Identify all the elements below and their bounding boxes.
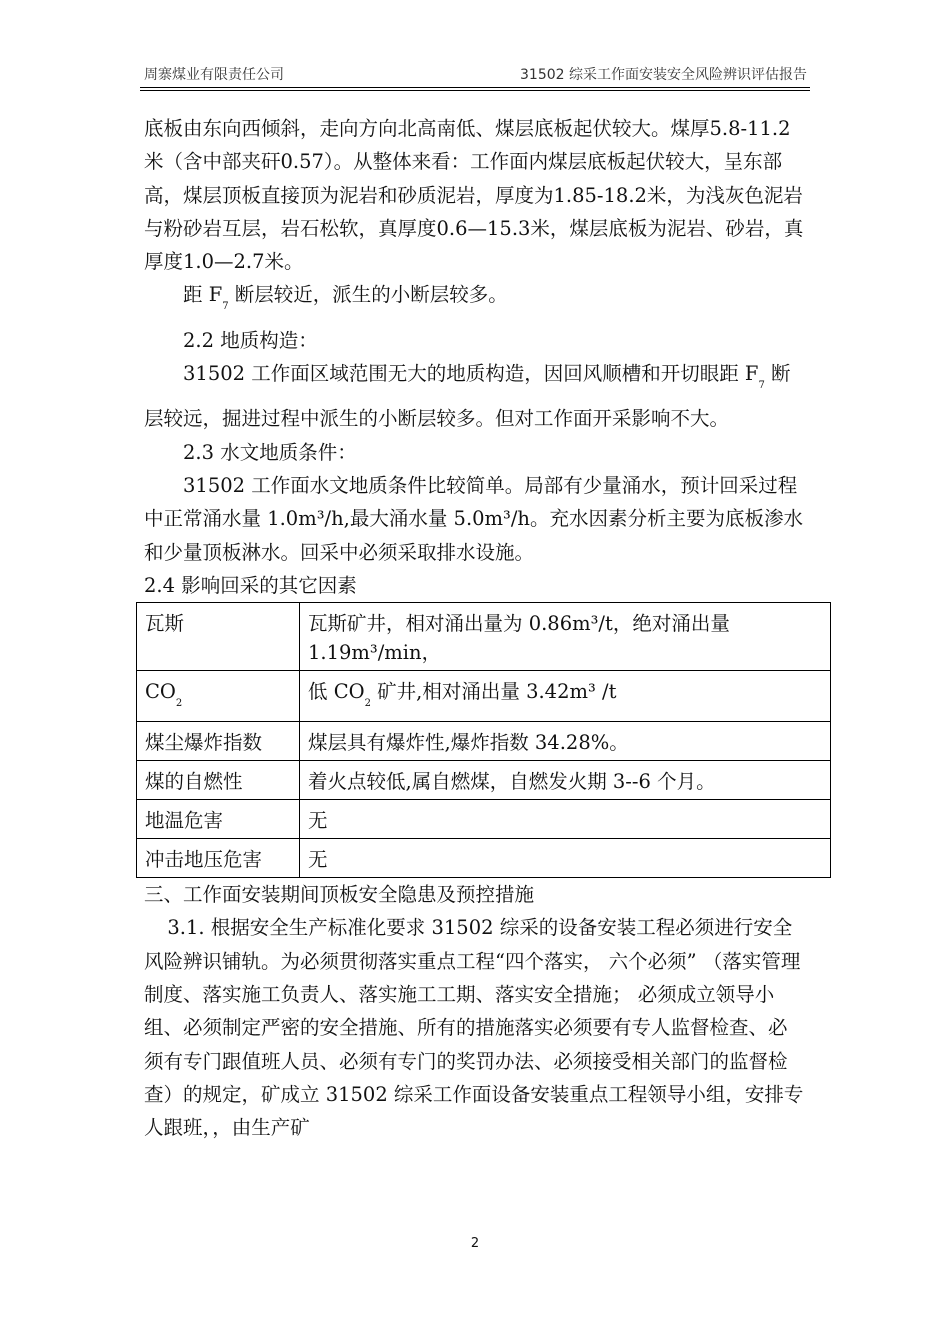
header-rule: [140, 87, 810, 88]
structure-text-a: 31502 工作面区域范围无大的地质构造，因回风顺槽和开切眼距 F: [183, 362, 759, 386]
table-cell-value: 无: [300, 800, 831, 839]
header-rule-secondary: [140, 90, 810, 91]
table-cell-value: 瓦斯矿井，相对涌出量为 0.86m³/t，绝对涌出量 1.19m³/min，: [300, 603, 831, 671]
paragraph-structure: [144, 357, 804, 436]
paragraph-3-1: 3.1. 根据安全生产标准化要求 31502 综采的设备安装工程必须进行安全风险辨识铺轨。为必须贯彻落实重点工程“四个落实， 六个必须” （落实管理制度、落实施工负责人、落实施工工期、落实安全措施； 必须成立领导小组、必须制定严密的安全措施、所有的措施落实必须要有专人监督检查、必须有专门跟值班人员、必须有专门的奖罚办法、必须接受相关部门的监督检查）的规定，矿成立 31502 综采工作面设备安装重点工程领导小组，安排专人跟班，，由生产矿: [144, 916, 804, 1140]
table-cell-key: 冲击地压危害: [137, 839, 300, 878]
header-company: 周寨煤业有限责任公司: [144, 67, 284, 83]
table-cell-value: 着火点较低,属自燃煤，自燃发火期 3--6 个月。: [300, 761, 831, 800]
fault-subscript: 7: [222, 301, 229, 313]
co2-subscript: 2: [175, 698, 183, 710]
structure-subscript: 7: [758, 380, 765, 392]
co2-value-a: 低 CO: [308, 680, 365, 704]
table-row: [137, 722, 831, 761]
co2-value-subscript: 2: [364, 698, 371, 710]
co2-value-b: 矿井,相对涌出量 3.42m³ /t: [370, 680, 617, 704]
table-row: [137, 800, 831, 839]
table-row: [137, 839, 831, 878]
paragraph-fault-distance: [144, 278, 804, 323]
fault-text-b: 断层较近，派生的小断层较多。: [228, 283, 508, 307]
structure-text-b: 断层较远，掘进过程中派生的小断层较多。但对工作面开采影响不大。: [144, 362, 791, 431]
section-3-heading: 三、工作面安装期间顶板安全隐患及预控措施: [144, 883, 535, 907]
page-number: 2: [470, 1236, 480, 1251]
table-cell-key: [137, 671, 300, 722]
table-row: [137, 761, 831, 800]
paragraph-geology-floor: 底板由东向西倾斜，走向方向北高南低、煤层底板起伏较大。煤厚5.8-11.2米（含中部夹矸0.57）。从整体来看：工作面内煤层底板起伏较大，呈东部高，煤层顶板直接顶为泥岩和砂质泥岩，厚度为1.85-18.2米，为浅灰色泥岩与粉砂岩互层，岩石松软，真厚度0.6—15.3米，煤层底板为泥岩、砂岩，真厚度1.0—2.7米。: [144, 117, 804, 274]
page-content: [144, 112, 804, 1145]
paragraph-hydrology: 31502 工作面水文地质条件比较简单。局部有少量涌水，预计回采过程中正常涌水量 1.0m³/h,最大涌水量 5.0m³/h。充水因素分析主要为底板渗水和少量顶板淋水。回采中必须采取排水设施。: [144, 473, 803, 564]
section-2-2-heading: 2.2 地质构造：: [183, 328, 318, 352]
table-cell-value: 煤层具有爆炸性,爆炸指数 34.28%。: [300, 722, 831, 761]
header-report-title: 31502 综采工作面安装安全风险辨识评估报告: [520, 67, 807, 83]
fault-text-a: 距 F: [183, 283, 223, 307]
table-row: [137, 603, 831, 671]
section-2-3-heading: 2.3 水文地质条件：: [183, 440, 357, 464]
co2-label: CO: [145, 680, 176, 704]
table-row: [137, 671, 831, 722]
table-cell-value: 无: [300, 839, 831, 878]
table-cell-key: 煤尘爆炸指数: [137, 722, 300, 761]
table-cell-key: 瓦斯: [137, 603, 300, 671]
table-cell-value: [300, 671, 831, 722]
mining-factors-table: [136, 602, 831, 878]
table-cell-key: 地温危害: [137, 800, 300, 839]
section-2-4-heading: 2.4 影响回采的其它因素: [144, 573, 357, 597]
table-cell-key: 煤的自燃性: [137, 761, 300, 800]
